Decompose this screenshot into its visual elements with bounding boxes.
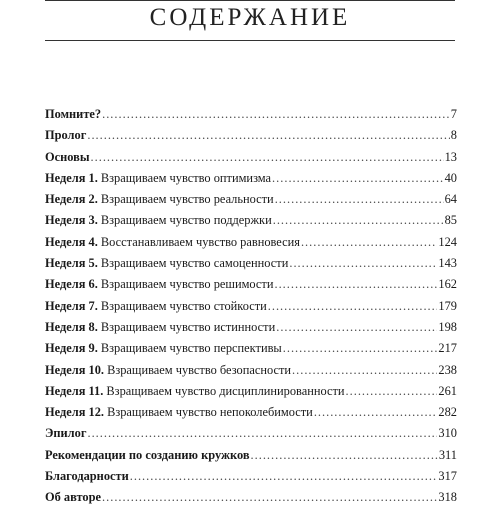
dot-leader (292, 360, 437, 381)
toc-page-number: 261 (438, 383, 457, 398)
toc-entry-heading: Неделя 4. (45, 234, 98, 249)
toc-page-number: 311 (438, 447, 457, 462)
toc-entry-label (45, 189, 274, 210)
toc-entry (45, 210, 457, 231)
dot-leader (301, 232, 437, 253)
toc-entry-subtitle: Взращиваем чувство истинности (97, 319, 276, 334)
toc-entry-heading: Неделя 7. (45, 298, 98, 313)
toc-entry (45, 445, 457, 466)
toc-entry (45, 232, 457, 253)
toc-page-number: 318 (438, 490, 457, 505)
title-underline (45, 40, 455, 41)
toc-page-number: 64 (444, 192, 457, 207)
toc-entry-heading: Неделя 5. (45, 256, 98, 271)
toc-entry (45, 104, 457, 125)
toc-entry-label (45, 317, 275, 338)
dot-leader (87, 423, 437, 444)
toc-entry (45, 317, 457, 338)
toc-entry (45, 147, 457, 168)
toc-entry (45, 381, 457, 402)
toc-entry-label (45, 487, 101, 508)
toc-entry-label (45, 125, 86, 146)
toc-entry-label (45, 445, 250, 466)
toc-entry-label (45, 466, 129, 487)
toc-entry-subtitle: Взращиваем чувство реальности (97, 192, 274, 207)
toc-entry-label (45, 232, 300, 253)
dot-leader (283, 338, 438, 359)
dot-leader (289, 253, 437, 274)
dot-leader (273, 210, 444, 231)
toc-entry-heading: Неделя 8. (45, 319, 98, 334)
toc-entry-label (45, 338, 282, 359)
toc-entry-heading: Неделя 6. (45, 277, 98, 292)
dot-leader (346, 381, 438, 402)
toc-entry (45, 487, 457, 508)
dot-leader (268, 296, 438, 317)
toc-entry-heading: Благодарности (45, 469, 129, 484)
toc-page-number: 13 (444, 149, 457, 164)
toc-entry (45, 296, 457, 317)
dot-leader (102, 487, 437, 508)
toc-page-number: 40 (444, 170, 457, 185)
toc-entry (45, 466, 457, 487)
toc-page-number: 124 (438, 234, 457, 249)
toc-entry-heading: Пролог (45, 128, 87, 143)
toc-page-number: 217 (438, 341, 457, 356)
toc-entry (45, 125, 457, 146)
toc-entry-label (45, 253, 288, 274)
toc-entry-label (45, 168, 271, 189)
toc-entry-heading: Неделя 2. (45, 192, 98, 207)
toc-entry (45, 402, 457, 423)
toc-entry-subtitle: Взращиваем чувство поддержки (97, 213, 272, 228)
toc-entry (45, 253, 457, 274)
toc-entry-subtitle: Взращиваем чувство решимости (97, 277, 274, 292)
toc-page-number: 85 (444, 213, 457, 228)
toc-entry-subtitle: Взращиваем чувство перспективы (97, 341, 282, 356)
toc-page-number: 282 (438, 405, 457, 420)
toc-entry-subtitle: Взращиваем чувство оптимизма (97, 170, 272, 185)
dot-leader (276, 317, 437, 338)
dot-leader (91, 147, 444, 168)
toc-entry-subtitle: Взращиваем чувство безопасности (103, 362, 292, 377)
toc-entry-subtitle: Взращиваем чувство стойкости (97, 298, 267, 313)
toc-entry-label (45, 360, 291, 381)
toc-page-number: 162 (438, 277, 457, 292)
toc-entry-label (45, 104, 101, 125)
toc-page-number: 238 (438, 362, 457, 377)
toc-entry-heading: Неделя 3. (45, 213, 98, 228)
toc-page-number: 143 (438, 256, 457, 271)
toc-page-number: 8 (450, 128, 457, 143)
dot-leader (274, 274, 437, 295)
toc-entry-label (45, 402, 313, 423)
toc-entry-heading: Об авторе (45, 490, 102, 505)
toc-entry (45, 423, 457, 444)
toc-entry-label (45, 381, 345, 402)
toc-entry-heading: Неделя 11. (45, 383, 104, 398)
dot-leader (251, 445, 438, 466)
toc-entry-heading: Помните? (45, 107, 102, 121)
toc-entry-subtitle: Взращиваем чувство дисциплинированности (103, 383, 345, 398)
toc-page-number: 179 (438, 298, 457, 313)
toc-entry-heading: Неделя 1. (45, 170, 98, 185)
toc-entry-label (45, 274, 273, 295)
toc-entry-subtitle: Взращиваем чувство самоценности (97, 256, 289, 271)
toc-page-number: 317 (438, 469, 457, 484)
toc-entry (45, 189, 457, 210)
toc-entry (45, 274, 457, 295)
toc-entry (45, 360, 457, 381)
toc-page-number: 198 (438, 319, 457, 334)
dot-leader (314, 402, 438, 423)
page-title: СОДЕРЖАНИЕ (149, 4, 351, 31)
toc-entry-heading: Эпилог (45, 426, 87, 441)
toc-entry-heading: Неделя 9. (45, 341, 98, 356)
toc-entry-label (45, 296, 267, 317)
toc-entry-heading: Основы (45, 149, 90, 164)
toc-entry-label (45, 423, 86, 444)
dot-leader (275, 189, 444, 210)
toc-entry-heading: Неделя 12. (45, 405, 104, 420)
toc-entry-subtitle: Взращиваем чувство непоколебимости (103, 405, 313, 420)
dot-leader (87, 125, 449, 146)
top-rule (45, 0, 455, 1)
dot-leader (272, 168, 444, 189)
dot-leader (130, 466, 438, 487)
dot-leader (102, 104, 450, 125)
toc-entry-heading: Рекомендации по созданию кружков (45, 447, 250, 462)
toc-page-number: 310 (438, 426, 457, 441)
toc-entry (45, 338, 457, 359)
toc-entry-subtitle: Восстанавливаем чувство равновесия (97, 234, 300, 249)
table-of-contents (45, 104, 457, 509)
toc-entry (45, 168, 457, 189)
toc-page-number: 7 (450, 107, 457, 121)
toc-entry-heading: Неделя 10. (45, 362, 104, 377)
toc-entry-label (45, 147, 90, 168)
toc-entry-label (45, 210, 272, 231)
